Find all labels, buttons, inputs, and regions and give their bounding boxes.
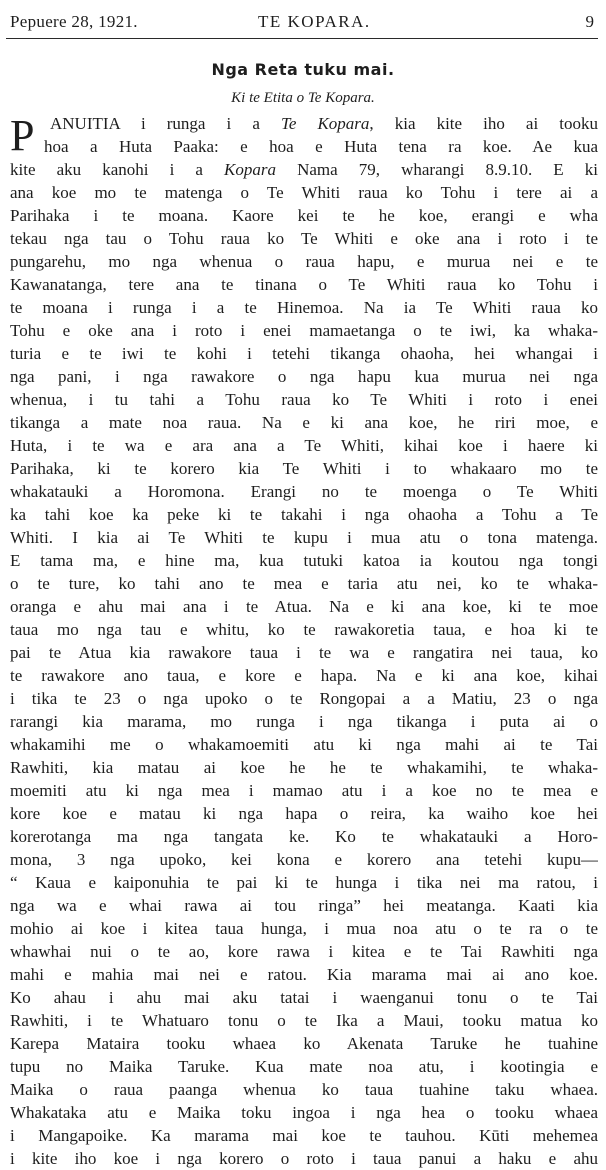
- text-run: mohio ai koe i kitea taua hunga, i mua noa atu o te ra o te: [10, 919, 598, 938]
- text-line: [10, 480, 598, 503]
- text-run: Kawanatanga, tere ana te tinana o Te Whiti raua ko Tohu i: [10, 275, 598, 294]
- text-run: tupu no Maika Taruke. Kua mate noa atu, i kootingia e: [10, 1057, 598, 1076]
- text-line: [10, 894, 598, 917]
- text-run: Tohu e oke ana i roto i enei mamaetanga o te iwi, ka whaka-: [10, 321, 598, 340]
- text-run: Whakataka atu e Maika toku ingoa i nga hea o tooku whaea: [10, 1103, 598, 1122]
- text-line: [10, 917, 598, 940]
- text-line: [10, 572, 598, 595]
- text-run: ANUITIA i runga i a: [50, 114, 281, 133]
- text-line: [10, 273, 598, 296]
- header-rule: [6, 38, 598, 39]
- text-line: [10, 411, 598, 434]
- text-run: tikanga a mate noa raua. Na e ki ana koe, he riri moe, e: [10, 413, 598, 432]
- text-line: [10, 526, 598, 549]
- text-line: [10, 1055, 598, 1078]
- text-line: [10, 135, 598, 158]
- text-run: i Mangapoike. Ka marama mai koe te tauhou. Kūti mehemea: [10, 1126, 598, 1145]
- text-run: i tika te 23 o nga upoko o te Rongopai a a Matiu, 23 o nga: [10, 689, 598, 708]
- text-line: [10, 756, 598, 779]
- text-run: ka tahi koe ka peke ki te takahi i nga ohaoha a Tohu a Te: [10, 505, 598, 524]
- publication-title: TE KOPARA.: [258, 12, 371, 31]
- text-line: [10, 434, 598, 457]
- text-run: nga pani, i nga rawakore o nga hapu kua murua nei nga: [10, 367, 598, 386]
- text-line: [10, 227, 598, 250]
- text-line: [10, 503, 598, 526]
- text-line: [10, 204, 598, 227]
- text-line: [10, 871, 598, 894]
- text-run: o te ture, ko tahi ano te mea e taria atu nei, ko te whaka-: [10, 574, 598, 593]
- text-run: te rawakore ano taua, e kore e hapa. Na e ki ana koe, kihai: [10, 666, 598, 685]
- text-line: [10, 365, 598, 388]
- text-run: te moana i runga i a te Hinemoa. Na ia Te Whiti raua ko: [10, 298, 598, 317]
- text-run: pungarehu, mo nga whenua o raua hapu, e murua nei e te: [10, 252, 598, 271]
- text-run: whawhai nui o te ao, kore rawa i kitea e te Tai Rawhiti nga: [10, 942, 598, 961]
- text-line: [10, 779, 598, 802]
- text-line: [10, 986, 598, 1009]
- text-run: Parihaka i te moana. Kaore kei te he koe, erangi e wha: [10, 206, 598, 225]
- text-line: [10, 733, 598, 756]
- text-line: [10, 641, 598, 664]
- text-run: moemiti atu ki nga mea i mamao atu i a koe no te mea e: [10, 781, 598, 800]
- text-run: i kite iho koe i nga korero o roto i taua panui a haku e ahu: [10, 1149, 598, 1168]
- drop-cap: P: [10, 111, 35, 160]
- text-run: whakatauki a Horomona. Erangi no te moenga o Te Whiti: [10, 482, 598, 501]
- text-line: [10, 1009, 598, 1032]
- text-run: Huta, i te wa e ara ana a Te Whiti, kihai koe i haere ki: [10, 436, 598, 455]
- article-subheading: Ki te Etita o Te Kopara.: [231, 90, 375, 106]
- text-line: [10, 940, 598, 963]
- text-line: [10, 457, 598, 480]
- text-line: [10, 687, 598, 710]
- text-line: [10, 250, 598, 273]
- text-line: [10, 664, 598, 687]
- italic-title: Kopara: [224, 160, 276, 179]
- text-line: [10, 1101, 598, 1124]
- issue-date: Pepuere 28, 1921.: [10, 12, 138, 31]
- text-run: rarangi kia marama, mo runga i nga tikanga i puta ai o: [10, 712, 598, 731]
- text-line: [10, 710, 598, 733]
- text-line: [10, 158, 598, 181]
- text-run: kore koe e matau ki nga hapa o reira, ka waiho koe hei: [10, 804, 598, 823]
- text-run: , kia kite iho ai tooku: [369, 114, 598, 133]
- text-run: Karepa Mataira tooku whaea ko Akenata Taruke he tuahine: [10, 1034, 598, 1053]
- text-run: Rawhiti, i te Whatuaro tonu o te Ika a Maui, tooku matua ko: [10, 1011, 598, 1030]
- text-line: [10, 1032, 598, 1055]
- text-run: Nama 79, wharangi 8.9.10. E ki: [276, 160, 598, 179]
- text-line: [10, 1124, 598, 1147]
- text-run: kite aku kanohi i a: [10, 160, 225, 179]
- text-line: [10, 549, 598, 572]
- text-run: tekau nga tau o Tohu raua ko Te Whiti e oke ana i roto i te: [10, 229, 598, 248]
- text-run: korerotanga ma nga tangata ke. Ko te whakatauki a Horo-: [10, 827, 598, 846]
- text-line: [10, 1078, 598, 1101]
- text-run: Rawhiti, kia matau ai koe he he te whakamihi, te whaka-: [10, 758, 598, 777]
- text-run: Parihaka, ki te korero kia Te Whiti i to whakaaro mo te: [10, 459, 598, 478]
- text-line: [10, 963, 598, 986]
- running-head: [10, 12, 594, 34]
- text-run: pai te Atua kia rawakore taua i te wa e rangatira nei taua, ko: [10, 643, 598, 662]
- text-run: E tama ma, e hine ma, kua tutuki katoa ia koutou nga tongi: [10, 551, 598, 570]
- text-run: taua mo nga tau e whitu, ko te rawakoretia taua, e hoa ki te: [10, 620, 598, 639]
- text-run: nga wa e whai rawa ai tou ringa” hei meatanga. Kaati kia: [10, 896, 598, 915]
- text-run: Maika o raua paanga whenua ko taua tuahine taku whaea.: [10, 1080, 598, 1099]
- text-run: turia e te iwi te kohi i tetehi tikanga ohaoha, hei whangai i: [10, 344, 598, 363]
- text-line: [10, 802, 598, 825]
- text-line: [10, 618, 598, 641]
- text-run: mona, 3 nga upoko, kei kona e korero ana tetehi kupu—: [10, 850, 598, 869]
- italic-title: Te Kopara: [280, 114, 370, 133]
- article-heading: Nga Reta tuku mai.: [211, 60, 395, 79]
- text-run: ana koe mo te matenga o Te Whiti raua ko Tohu i tere ai a: [10, 183, 598, 202]
- text-run: hoa a Huta Paaka: e hoa e Huta tena ra koe. Ae kua: [44, 137, 598, 156]
- article-body: [10, 112, 598, 1170]
- text-run: whenua, i tu tahi a Tohu raua ko Te Whiti i roto i enei: [10, 390, 598, 409]
- text-line: [10, 296, 598, 319]
- text-run: mahi e mahia mai nei e ratou. Kia marama mai ai ano koe.: [10, 965, 598, 984]
- text-line: [10, 1147, 598, 1170]
- text-line: [10, 825, 598, 848]
- text-run: Ko ahau i ahu mai aku tatai i waenganui tonu o te Tai: [10, 988, 598, 1007]
- page-number: 9: [585, 12, 594, 31]
- text-run: whakamihi me o whakamoemiti atu ki nga mahi ai te Tai: [10, 735, 598, 754]
- text-run: Whiti. I kia ai Te Whiti te kupu i mua atu o tona matenga.: [10, 528, 598, 547]
- text-line: [10, 342, 598, 365]
- text-line: [10, 388, 598, 411]
- text-run: “ Kaua e kaiponuhia te pai ki te hunga i tika nei ma ratou, i: [10, 873, 598, 892]
- text-line: [10, 848, 598, 871]
- text-line: [10, 595, 598, 618]
- text-line: [10, 112, 598, 135]
- text-line: [10, 319, 598, 342]
- text-line: [10, 181, 598, 204]
- text-run: oranga e ahu mai ana i te Atua. Na e ki ana koe, ki te moe: [10, 597, 598, 616]
